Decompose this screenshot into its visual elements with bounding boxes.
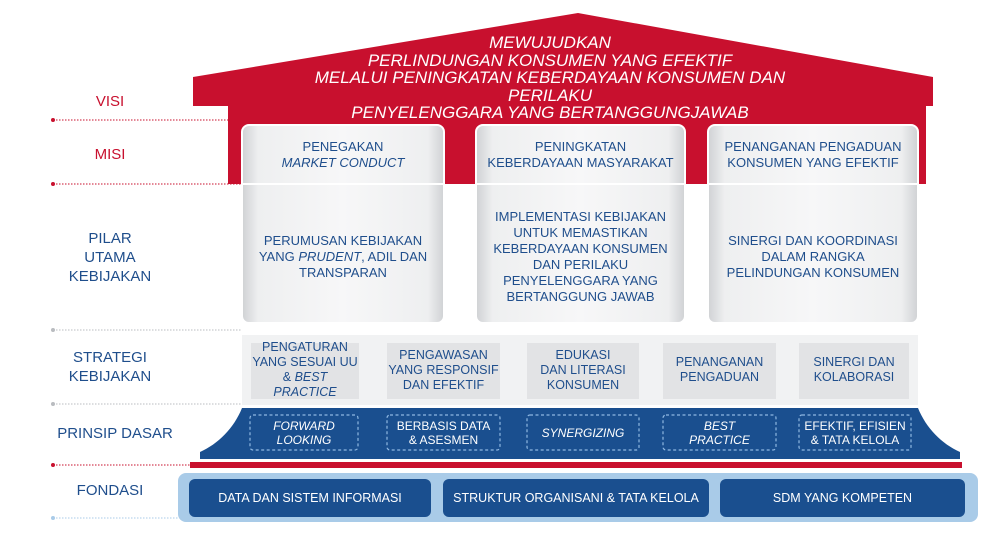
pilar-1-line [242, 249, 444, 265]
pilar-2-line: BERTANGGUNG JAWAB [506, 289, 655, 304]
strategi-3-line: KONSUMEN [546, 377, 620, 392]
fondasi-struktur-organisasi: STRUKTUR ORGANISANI & TATA KELOLA [443, 479, 709, 517]
prinsip-2-line: & ASESMEN [408, 432, 479, 447]
strategi-4-line: PENANGANAN [675, 355, 764, 369]
visi-statement [300, 34, 800, 122]
level-label-strategi [55, 348, 165, 386]
prinsip-4-line: BEST [703, 418, 736, 433]
strategi-1 [251, 340, 359, 400]
pilar-1 [242, 233, 444, 281]
pilar-1-line: TRANSPARAN [299, 265, 387, 280]
prinsip-best-practice [663, 414, 776, 451]
pilar-2 [476, 209, 685, 305]
pilar-2-line: PENYELENGGARA YANG [503, 273, 658, 288]
red-separator [190, 462, 962, 468]
misi-1-line2: MARKET CONDUCT [281, 155, 405, 170]
strategi-3 [527, 340, 639, 400]
pilar-3-line: PELINDUNGAN KONSUMEN [726, 265, 900, 280]
strategi-3-line: EDUKASI [555, 347, 611, 362]
misi-2-line1: PENINGKATAN [534, 139, 627, 154]
strategi-3-line: DAN LITERASI [540, 362, 626, 377]
prinsip-berbasis-data [387, 414, 500, 451]
visi-line: PENYELENGGARA YANG BERTANGGUNGJAWAB [351, 103, 749, 122]
visi-line: MELALUI PENINGKATAN KEBERDAYAAN KONSUMEN DAN PERILAKU [314, 68, 786, 105]
prinsip-1-line: LOOKING [276, 432, 332, 447]
misi-1-line1: PENEGAKAN [302, 139, 384, 154]
pilar-2-line: DAN PERILAKU [532, 257, 629, 272]
strategi-5-line: SINERGI DAN [813, 355, 895, 369]
strategi-2-line: YANG RESPONSIF [388, 362, 499, 377]
level-label-visi: VISI [95, 93, 125, 110]
strategi-5 [799, 340, 909, 400]
pilar-3-line: DALAM RANGKA [761, 249, 865, 264]
fondasi-sdm: SDM YANG KOMPETEN [720, 479, 965, 517]
prinsip-efektif-efisien [799, 414, 911, 451]
level-label-pilar-line: KEBIJAKAN [68, 268, 152, 285]
level-label-pilar-line: UTAMA [84, 249, 136, 266]
prinsip-5-line: & TATA KELOLA [810, 432, 900, 447]
level-label-strategi-line: STRATEGI [73, 349, 147, 366]
prinsip-5-line: EFEKTIF, EFISIEN [804, 418, 906, 433]
level-guide-lines [51, 118, 242, 520]
misi-2 [476, 139, 685, 171]
misi-2-line2: KEBERDAYAAN MASYARAKAT [487, 155, 674, 170]
visi-line: PERLINDUNGAN KONSUMEN YANG EFEKTIF [367, 50, 733, 70]
prinsip-4-line: PRACTICE [689, 432, 750, 447]
level-label-pilar [55, 229, 165, 286]
prinsip-forward-looking [250, 414, 358, 451]
strategi-2-line: PENGAWASAN [399, 347, 488, 362]
pilar-3 [708, 233, 918, 281]
level-label-misi: MISI [94, 146, 126, 163]
misi-3 [708, 139, 918, 171]
strategi-1-line: PENGATURAN [262, 340, 348, 354]
prinsip-1-line: FORWARD [273, 418, 335, 433]
strategi-1-line [251, 370, 359, 400]
strategi-1-best-practice: BEST PRACTICE [273, 370, 337, 399]
misi-3-line1: PENANGANAN PENGADUAN [724, 139, 902, 154]
strategi-1-amp: & [282, 370, 295, 384]
strategi-2-line: DAN EFEKTIF [402, 377, 485, 392]
level-label-fondasi: FONDASI [76, 482, 144, 499]
prinsip-2-line: BERBASIS DATA [396, 418, 491, 433]
pilar-1-text: , ADIL DAN [361, 249, 428, 264]
pilar-2-line: KEBERDAYAAN KONSUMEN [493, 241, 668, 256]
visi-line: MEWUJUDKAN [489, 33, 611, 52]
pilar-1-text: YANG [258, 249, 299, 264]
pilar-2-line: IMPLEMENTASI KEBIJAKAN [495, 209, 666, 224]
level-label-strategi-line: KEBIJAKAN [68, 368, 152, 385]
misi-3-line2: KONSUMEN YANG EFEKTIF [727, 155, 899, 170]
fondasi-data-sistem: DATA DAN SISTEM INFORMASI [189, 479, 431, 517]
prinsip-synergizing [527, 414, 639, 451]
strategi-2 [387, 340, 500, 400]
pilar-2-line: UNTUK MEMASTIKAN [513, 225, 648, 240]
strategi-1-line: YANG SESUAI UU [252, 355, 358, 369]
pilar-1-prudent: PRUDENT [298, 249, 362, 264]
prinsip-3-line: SYNERGIZING [541, 425, 625, 440]
misi-1 [242, 139, 444, 171]
strategi-4-line: PENGADUAN [679, 370, 760, 384]
strategi-5-line: KOLABORASI [813, 370, 895, 384]
pilar-1-line: PERUMUSAN KEBIJAKAN [263, 233, 423, 248]
level-label-prinsip: PRINSIP DASAR [57, 425, 173, 442]
strategi-4 [663, 340, 776, 400]
level-label-pilar-line: PILAR [88, 230, 132, 247]
pilar-3-line: SINERGI DAN KOORDINASI [728, 233, 898, 248]
